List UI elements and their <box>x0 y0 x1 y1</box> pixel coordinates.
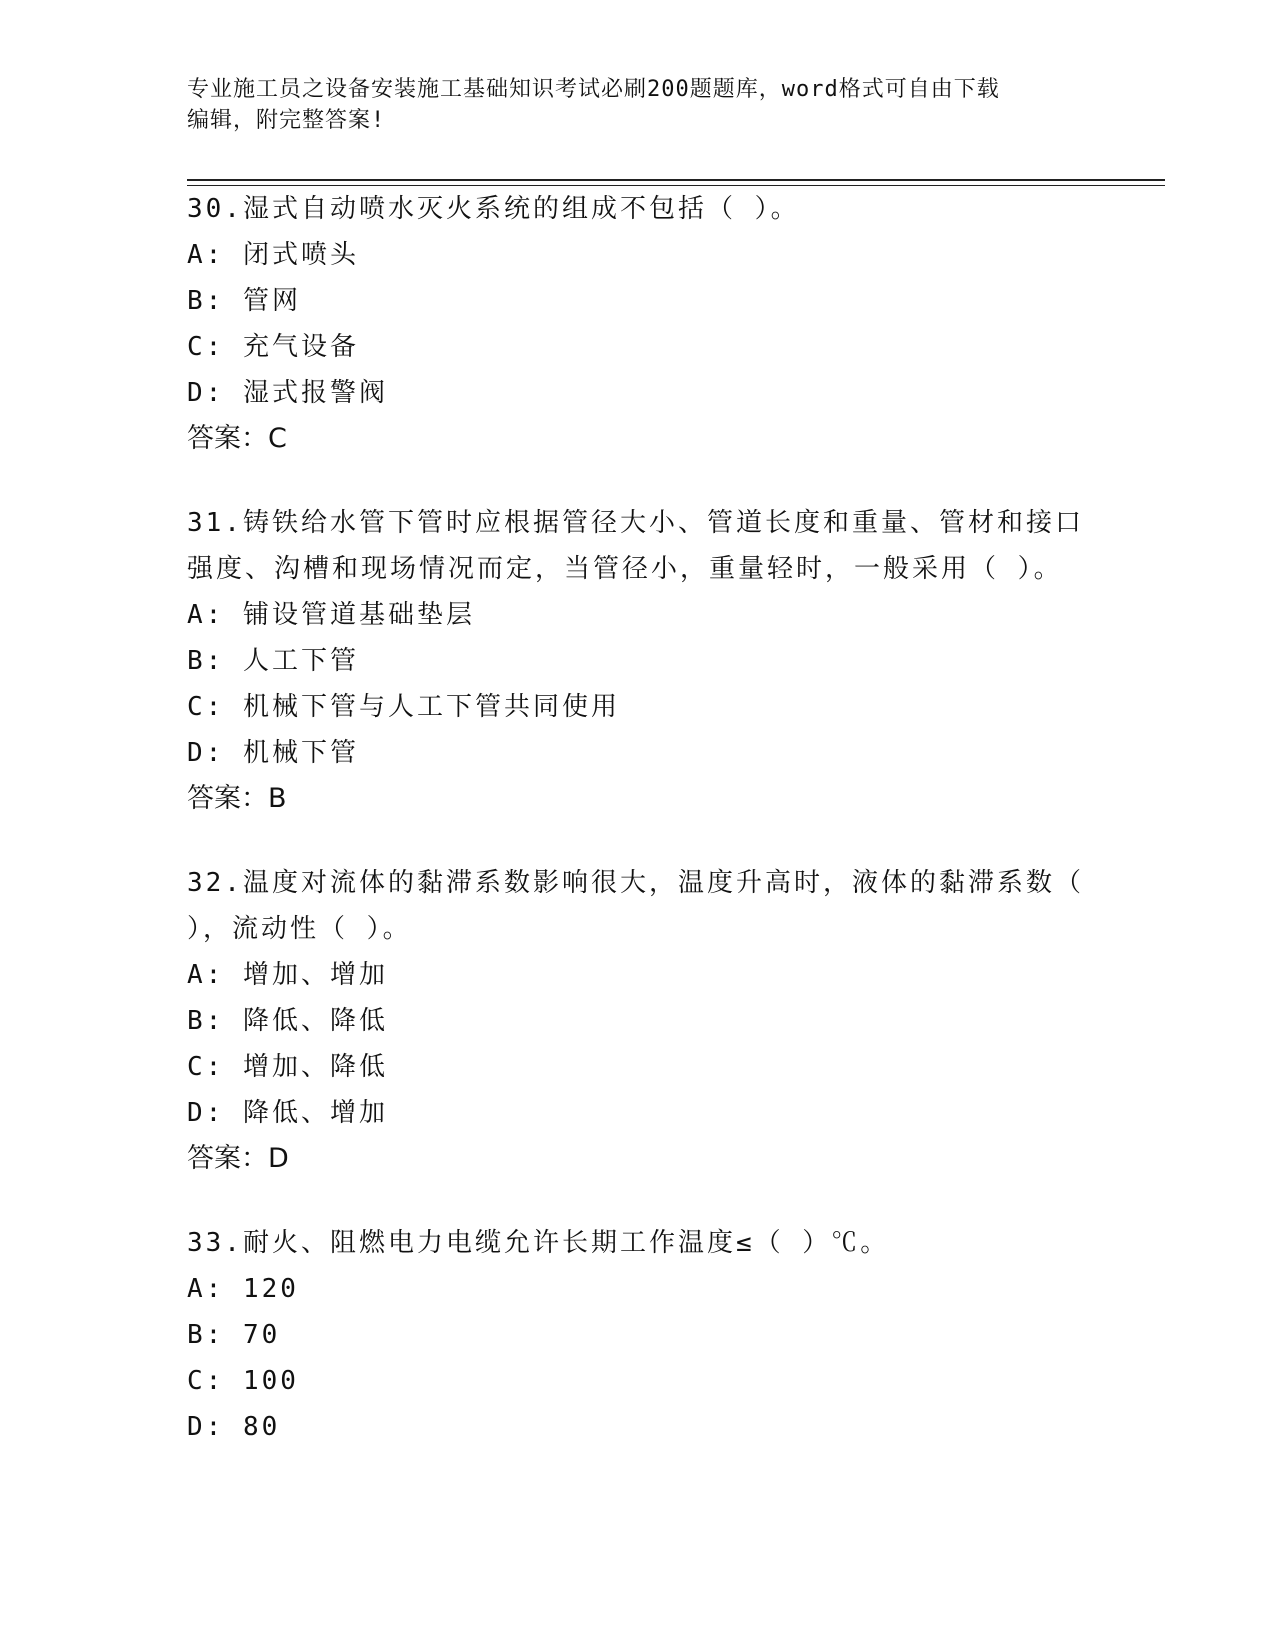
option-d: D: 降低、增加 <box>187 1098 388 1128</box>
question-stem-line-1: 31.铸铁给水管下管时应根据管径大小、管道长度和重量、管材和接口 <box>187 508 1084 538</box>
option-d: D: 湿式报警阀 <box>187 378 388 408</box>
option-b: B: 降低、降低 <box>187 1006 388 1036</box>
question-stem-line-1: 32.温度对流体的黏滞系数影响很大，温度升高时，液体的黏滞系数（ <box>187 868 1084 898</box>
option-c: C: 充气设备 <box>187 332 359 362</box>
option-a: A: 增加、增加 <box>187 960 388 990</box>
question-30 <box>187 186 1087 462</box>
answer: 答案：D <box>187 1143 289 1174</box>
question-stem-line-2: ），流动性（ ）。 <box>187 914 412 944</box>
option-a: A: 120 <box>187 1274 299 1304</box>
question-stem: 30.湿式自动喷水灭火系统的组成不包括（ ）。 <box>187 194 800 224</box>
question-stem-line-2: 强度、沟槽和现场情况而定，当管径小，重量轻时，一般采用（ ）。 <box>187 554 1063 584</box>
option-b: B: 管网 <box>187 286 301 316</box>
answer: 答案：C <box>187 423 287 454</box>
option-b: B: 70 <box>187 1320 281 1350</box>
option-a: A: 闭式喷头 <box>187 240 359 270</box>
option-c: C: 增加、降低 <box>187 1052 388 1082</box>
option-a: A: 铺设管道基础垫层 <box>187 600 475 630</box>
option-c: C: 100 <box>187 1366 299 1396</box>
question-32 <box>187 860 1087 1182</box>
header-line-1: 专业施工员之设备安装施工基础知识考试必刷200题题库，word格式可自由下载 <box>187 77 1000 102</box>
question-33 <box>187 1220 1087 1450</box>
option-d: D: 机械下管 <box>187 738 359 768</box>
header-line-2: 编辑，附完整答案! <box>187 108 386 133</box>
question-stem: 33.耐火、阻燃电力电缆允许长期工作温度≤（ ）℃。 <box>187 1228 890 1258</box>
document-header <box>187 74 1077 136</box>
option-b: B: 人工下管 <box>187 646 359 676</box>
option-c: C: 机械下管与人工下管共同使用 <box>187 692 620 722</box>
option-d: D: 80 <box>187 1412 281 1442</box>
header-divider-thick <box>187 179 1165 181</box>
question-31 <box>187 500 1087 822</box>
answer: 答案：B <box>187 783 287 814</box>
